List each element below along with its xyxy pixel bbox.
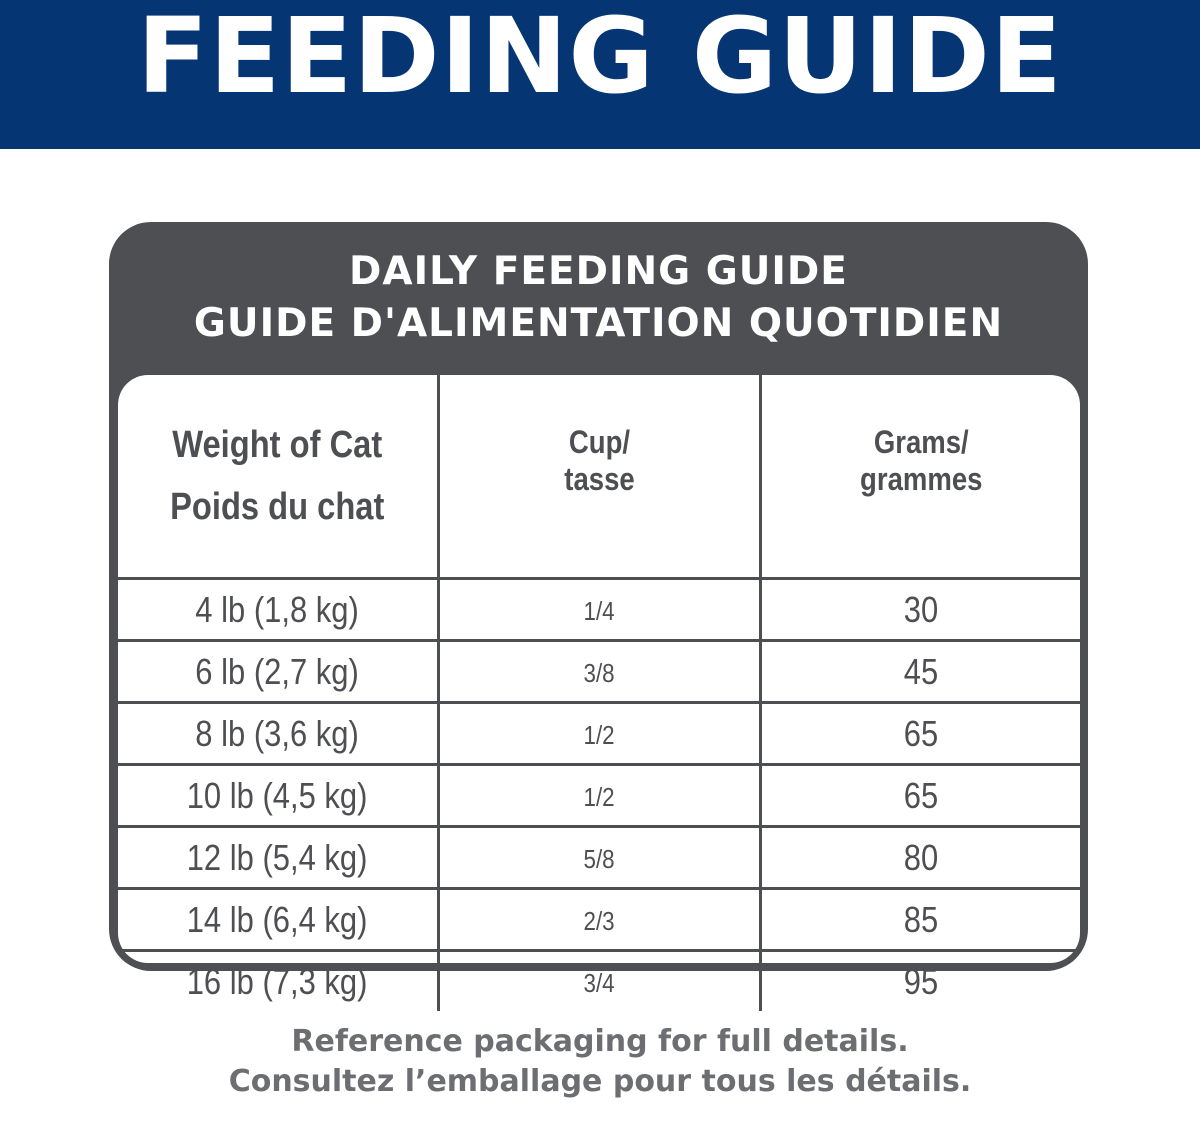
footer-note-english: Reference packaging for full details. xyxy=(291,1024,909,1059)
header-grams-en: Grams/ xyxy=(873,424,969,460)
grams-cell: 65 xyxy=(760,765,1080,827)
feeding-guide-card xyxy=(109,222,1088,1002)
header-weight xyxy=(118,375,438,579)
header-weight-en: Weight of Cat xyxy=(172,424,383,466)
table-row xyxy=(118,579,1080,641)
weight-cell: 8 lb (3,6 kg) xyxy=(118,703,438,765)
table-row xyxy=(118,827,1080,889)
header-cup xyxy=(438,375,760,579)
header-weight-fr: Poids du chat xyxy=(170,486,385,528)
grams-cell: 80 xyxy=(760,827,1080,889)
grams-cell: 85 xyxy=(760,889,1080,951)
feeding-table xyxy=(118,375,1080,1011)
cup-cell: 3/4 xyxy=(438,951,760,1012)
grams-cell: 30 xyxy=(760,579,1080,641)
cup-cell: 1/2 xyxy=(438,765,760,827)
grams-cell: 65 xyxy=(760,703,1080,765)
weight-cell: 10 lb (4,5 kg) xyxy=(118,765,438,827)
feeding-table-container xyxy=(118,375,1080,1002)
grams-cell: 95 xyxy=(760,951,1080,1012)
header-grams-fr: grammes xyxy=(859,461,982,497)
title-banner xyxy=(0,0,1200,149)
weight-cell: 16 lb (7,3 kg) xyxy=(118,951,438,1012)
cup-cell: 3/8 xyxy=(438,641,760,703)
table-row xyxy=(118,889,1080,951)
table-row xyxy=(118,703,1080,765)
cup-cell: 2/3 xyxy=(438,889,760,951)
grams-cell: 45 xyxy=(760,641,1080,703)
table-row xyxy=(118,951,1080,1012)
cup-cell: 1/2 xyxy=(438,703,760,765)
page-title: FEEDING GUIDE xyxy=(137,0,1063,117)
cup-cell: 1/4 xyxy=(438,579,760,641)
header-cup-fr: tasse xyxy=(563,461,635,497)
weight-cell: 12 lb (5,4 kg) xyxy=(118,827,438,889)
footer-note xyxy=(0,1022,1200,1102)
card-heading-english: DAILY FEEDING GUIDE xyxy=(349,249,848,294)
card-heading-french: GUIDE D'ALIMENTATION QUOTIDIEN xyxy=(193,301,1004,346)
weight-cell: 14 lb (6,4 kg) xyxy=(118,889,438,951)
table-header-row xyxy=(118,375,1080,579)
table-row xyxy=(118,765,1080,827)
weight-cell: 4 lb (1,8 kg) xyxy=(118,579,438,641)
weight-cell: 6 lb (2,7 kg) xyxy=(118,641,438,703)
card-heading xyxy=(109,246,1088,350)
cup-cell: 5/8 xyxy=(438,827,760,889)
table-row xyxy=(118,641,1080,703)
footer-note-french: Consultez l’emballage pour tous les détails. xyxy=(228,1064,972,1099)
header-grams xyxy=(760,375,1080,579)
header-cup-en: Cup/ xyxy=(568,424,630,460)
